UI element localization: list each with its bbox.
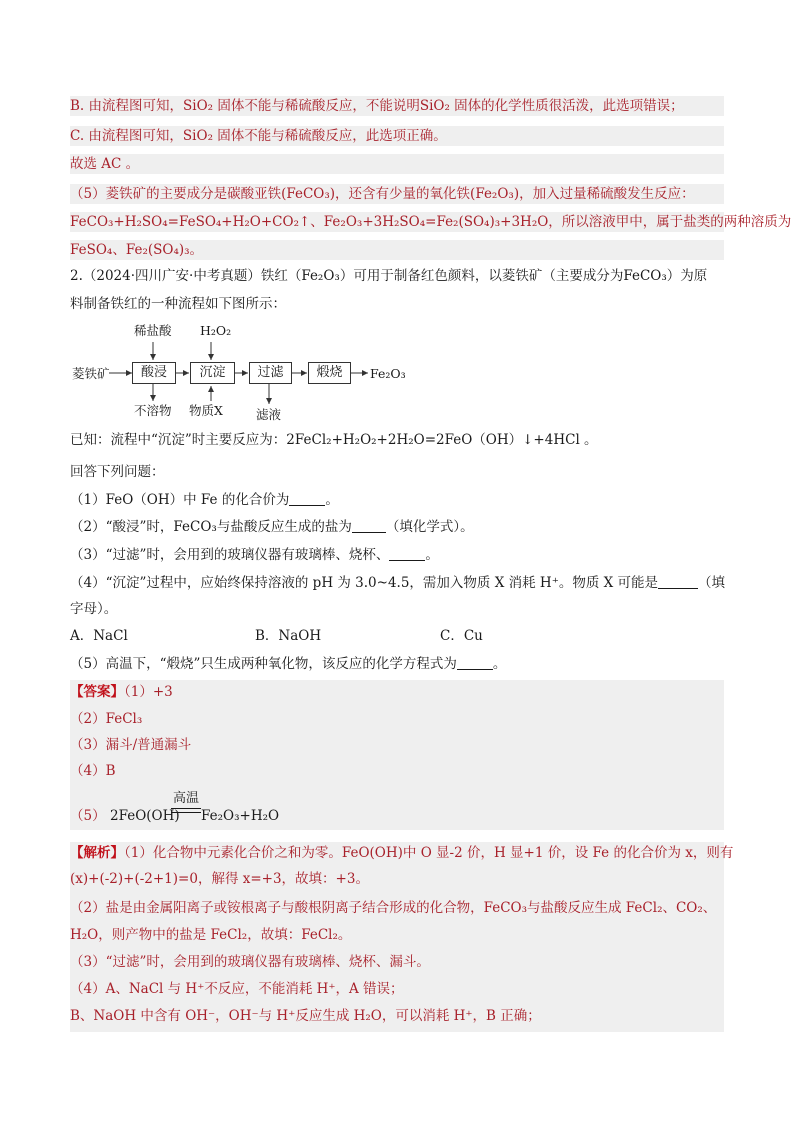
answer-blank-4[interactable] (658, 574, 698, 589)
question-2-text: （2）“酸浸”时，FeCO₃与盐酸反应生成的盐为 (70, 519, 352, 535)
question-5-end: 。 (492, 656, 507, 672)
answer-prompt: 回答下列问题： (70, 464, 165, 480)
flow-start-siderite: 菱铁矿 (72, 366, 110, 381)
question-2-end: （填化学式）。 (385, 519, 474, 535)
flow-step-calcine: 煅烧 (308, 362, 351, 384)
flow-input-h2o2: H₂O₂ (200, 323, 232, 338)
answer-5-condition: 高温 (172, 791, 199, 806)
flow-output-insoluble: 不溶物 (134, 403, 172, 418)
analysis-3: （2）盐是由金属阳离子或铵根离子与酸根阴离子结合形成的化合物，FeCO₃与盐酸反应生成 FeCl₂、CO₂、 (70, 898, 724, 924)
answer-2: （2）FeCl₃ (70, 706, 724, 732)
answer-1: （1）+3 (124, 684, 173, 700)
analysis-line-1 (70, 842, 734, 868)
question-2 (70, 517, 724, 537)
question-5 (70, 654, 724, 674)
question-1-text: （1）FeO（OH）中 Fe 的化合价为 (70, 492, 290, 508)
analysis-4: H₂O，则产物中的盐是 FeCl₂，故填：FeCl₂。 (70, 924, 724, 952)
question-5-text: （5）高温下，“煅烧”只生成两种氧化物，该反应的化学方程式为 (70, 656, 457, 672)
flow-output-filtrate: 滤液 (256, 407, 282, 422)
analysis-line-b: B. 由流程图可知，SiO₂ 固体不能与稀硫酸反应，不能说明SiO₂ 固体的化学性质很活泼，此选项错误； (70, 96, 724, 116)
flow-step-acid-leach: 酸浸 (132, 362, 176, 384)
answer-tag: 【答案】 (70, 684, 124, 700)
answer-4: （4）B (70, 760, 724, 788)
question-4-options (70, 626, 724, 646)
question-4-line2: 字母）。 (70, 601, 118, 617)
answer-line-1 (70, 680, 724, 706)
answer-5-equals-bottom (171, 812, 201, 813)
flow-input-substance-x: 物质X (189, 403, 223, 418)
question-3-text: （3）“过滤”时，会用到的玻璃仪器有玻璃棒、烧杯、 (70, 547, 390, 563)
question-1 (70, 490, 724, 510)
analysis-7: B、NaOH 中含有 OH⁻，OH⁻与 H⁺反应生成 H₂O，可以消耗 H⁺，B 正确； (70, 1006, 724, 1032)
question-3 (70, 545, 724, 565)
question-header-line2: 料制备铁红的一种流程如下图所示： (70, 296, 286, 312)
answer-5-equals-top (171, 808, 201, 809)
answer-5-products: Fe₂O₃+H₂O (201, 808, 280, 824)
answer-blank-1[interactable] (289, 491, 325, 506)
flow-input-hcl: 稀盐酸 (134, 323, 172, 338)
flow-end-product: Fe₂O₃ (370, 366, 406, 381)
analysis-line-c: C. 由流程图可知，SiO₂ 固体不能与稀硫酸反应，此选项正确。 (70, 126, 724, 146)
option-c[interactable]: C．Cu (440, 628, 483, 644)
analysis-tag: 【解析】 (70, 845, 124, 861)
answer-3: （3）漏斗/普通漏斗 (70, 732, 724, 760)
question-4-fill: （填 (698, 575, 726, 591)
analysis-part5-line1: （5）菱铁矿的主要成分是碳酸亚铁(FeCO₃)，还含有少量的氧化铁(Fe₂O₃)，加入过量稀硫酸发生反应： (70, 184, 724, 204)
flow-step-filter: 过滤 (249, 362, 292, 384)
question-header-line1: 2.（2024·四川广安·中考真题）铁红（Fe₂O₃）可用于制备红色颜料，以菱铁矿（主要成分为FeCO₃）为原 (70, 268, 708, 284)
analysis-5: （3）“过滤”时，会用到的玻璃仪器有玻璃棒、烧杯、漏斗。 (70, 952, 724, 978)
analysis-6: （4）A、NaCl 与 H⁺不反应，不能消耗 H⁺，A 错误； (70, 978, 724, 1006)
answer-5-prefix: （5） (70, 808, 106, 824)
answer-5-reactant: 2FeO(OH) (110, 808, 180, 824)
answer-blank-5[interactable] (457, 655, 493, 670)
analysis-1: （1）化合物中元素化合价之和为零。FeO(OH)中 O 显-2 价，H 显+1 价，设 Fe 的化合价为 x，则有 (124, 845, 734, 861)
analysis-choice: 故选 AC 。 (70, 154, 724, 174)
analysis-part5-line2: FeCO₃+H₂SO₄=FeSO₄+H₂O+CO₂↑、Fe₂O₃+3H₂SO₄=Fe₂(SO₄)₃+3H₂O，所以溶液甲中，属于盐类的两种溶质为 (70, 214, 792, 230)
question-4-line1 (70, 573, 724, 593)
option-a[interactable]: A．NaCl (70, 628, 128, 644)
analysis-2: (x)+(-2)+(-2+1)=0，解得 x=+3，故填：+3。 (70, 868, 724, 898)
flow-step-precipitate: 沉淀 (190, 362, 235, 384)
question-4-text: （4）“沉淀”过程中，应始终保持溶液的 pH 为 3.0~4.5，需加入物质 X 消耗 H⁺。物质 X 可能是 (70, 575, 659, 591)
option-b[interactable]: B．NaOH (255, 628, 322, 644)
answer-5 (70, 788, 724, 830)
answer-blank-2[interactable] (352, 518, 386, 533)
question-1-end: 。 (325, 492, 339, 508)
question-3-end: 。 (425, 547, 439, 563)
known-reaction: 已知：流程中“沉淀”时主要反应为：2FeCl₂+H₂O₂+2H₂O=2FeO（OH）↓+4HCl 。 (70, 432, 598, 448)
answer-blank-3[interactable] (389, 546, 425, 561)
analysis-part5-line3: FeSO₄、Fe₂(SO₄)₃。 (70, 240, 724, 260)
